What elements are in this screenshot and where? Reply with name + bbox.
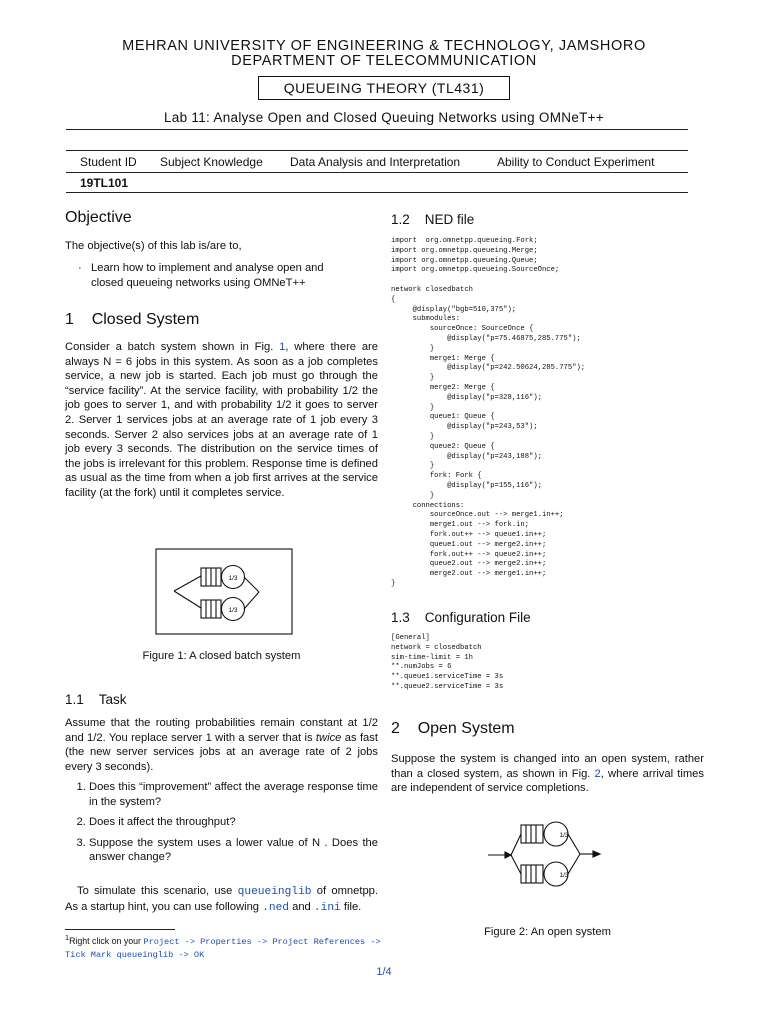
fork-branch-bottom (511, 855, 521, 874)
task-question-3: 3. Suppose the system uses a lower value of N . Does the answer change? (89, 836, 378, 865)
task-heading (65, 692, 127, 707)
section2-para-rest: , where arrival times are independent of service completions. (391, 767, 704, 795)
fork-branch-top (174, 576, 201, 591)
queueinglib-code: queueinglib (237, 886, 312, 898)
section1-heading (65, 311, 199, 329)
fork-branch-bottom (174, 591, 201, 608)
ini-code: .ini (313, 901, 341, 914)
merge-branch-top (244, 577, 259, 592)
table-header-student-id: Student ID (80, 155, 137, 169)
merge-branch-top (568, 834, 580, 854)
merge-branch-bottom (244, 592, 259, 609)
simulate-text-d: file. (340, 900, 362, 913)
fig2-link[interactable]: 2 (594, 767, 601, 780)
table-header-data-analysis: Data Analysis and Interpretation (290, 155, 461, 169)
footnote-rule (65, 929, 175, 930)
department-name: DEPARTMENT OF TELECOMMUNICATION (231, 53, 537, 69)
open-system-diagram (485, 818, 605, 888)
footnote-path: Project -> Properties -> Project References -> Tick Mark queueinglib -> OK (65, 936, 381, 960)
task-question-2: 2. Does it affect the throughput? (89, 815, 378, 830)
simulate-paragraph (65, 884, 378, 915)
section2-paragraph (391, 752, 704, 796)
objective-intro: The objective(s) of this lab is/are to, (65, 240, 242, 252)
objective-bullet-line-2: closed queueing networks using OMNeT++ (91, 276, 306, 289)
section2-para-start: Suppose the system is changed into an open system, rather than a closed system, as shown in Fig. (391, 753, 704, 780)
diagram-border (156, 549, 292, 634)
ned-code: .ned (262, 901, 289, 914)
section2-title: Open System (417, 720, 515, 737)
fig1-link[interactable]: 1 (279, 341, 286, 353)
objective-bullet-line-1: Learn how to implement and analyse open and (91, 262, 324, 274)
arrival-arrow (505, 852, 511, 858)
simulate-text-b: of omnetpp. As a startup hint, you can use following (65, 885, 379, 913)
task-title: Task (98, 692, 127, 707)
departure-arrow (593, 851, 600, 857)
table-bottom-rule (66, 192, 688, 193)
section1-paragraph (65, 340, 378, 501)
task-para-emphasis: twice (315, 731, 342, 744)
task-para-b: as fast (the new server services jobs at an average rate of 2 jobs every 3 seconds). (65, 731, 378, 773)
university-name: MEHRAN UNIVERSITY OF ENGINEERING & TECHNOLOGY, JAMSHORO (122, 38, 646, 54)
fork-branch-top (511, 834, 521, 855)
closed-batch-diagram (155, 548, 295, 636)
table-top-rule (66, 150, 688, 151)
ned-title: NED file (424, 212, 475, 227)
task-questions (65, 780, 378, 871)
figure1-caption: Figure 1: A closed batch system (142, 650, 301, 662)
config-code-listing: [General] network = closedbatch sim-time-limit = 1h **.numJobs = 6 **.queue1.serviceTime = 3s **.queue2.serviceTime = 3s (391, 634, 504, 691)
simulate-text-c: and (289, 900, 314, 913)
server1-rate: 1/3 (228, 575, 238, 582)
task-para-a: Assume that the routing probabilities remain constant at 1/2 and 1/2. You replace server 1 with a server that is (65, 717, 378, 744)
section1-para-start: Consider a batch system shown in Fig. (65, 341, 280, 353)
student-id-value: 19TL101 (80, 176, 129, 190)
footnote-text: Right click on your (69, 935, 144, 946)
footnote-mark: 1 (65, 933, 70, 942)
bullet-marker: · (78, 262, 82, 274)
simulate-text-a: To simulate this scenario, use (77, 885, 238, 897)
section2-heading (391, 720, 515, 738)
server1-rate: 1/3 (559, 832, 569, 839)
section1-number: 1 (65, 311, 74, 328)
page-number: 1/4 (376, 966, 392, 978)
server2-rate: 1/3 (559, 872, 569, 879)
server2-rate: 1/3 (228, 607, 238, 614)
task-question-1: 1. Does this “improvement” affect the average response time in the system? (89, 780, 378, 809)
ned-code-listing: import org.omnetpp.queueing.Fork; import org.omnetpp.queueing.Merge; import org.omnetpp.queueing.Queue; import org.omnetpp.queueing.SourceOnce; network closedbatch { @display("bgb=510,375"); submodules: sourceOnce: SourceOnce { @display("p=75.46875,285.775"); } merge1: Merge { @display("p=242.50624,285.775"); } merge2: Merge { @display("p=328,116"); } queue1: Queue { @display("p=243,53"); } queue2: Queue { @display("p=243,188"); } fork: Fork { @display("p=155,116"); } connections: sourceOnce.out --> merge1.in++; merge1.out --> fork.in; fork.out++ --> queue1.in++; queue1.out --> merge2.in++; fork.out++ --> queue2.in++; queue2.out --> merge2.in++; merge2.out --> merge1.in++; } (391, 237, 586, 588)
header-rule (66, 129, 688, 130)
objective-bullet (91, 261, 381, 290)
section2-number: 2 (391, 720, 400, 737)
queue2-buffer (521, 865, 543, 883)
section1-title: Closed System (91, 311, 200, 328)
merge-branch-bottom (568, 854, 580, 874)
task-number: 1.1 (65, 692, 84, 707)
ned-heading (391, 212, 474, 227)
table-header-subject-knowledge: Subject Knowledge (160, 155, 263, 169)
section1-para-rest: , where there are always N = 6 jobs in this system. As soon as a job completes service, a new job is started. Each job must go through the “service facility”. At the service facility, with probability 1/2 the job goes to server 1, and with probability 1/2 it goes to server 2. Server 1 services jobs at an average rate of 1 job every 3 seconds. Server 2 also services jobs at an average rate of 1 job every 3 seconds. The distribution on the service times of the jobs is irrelevant for this problem. Response time is defined as usual as the time from when a job first arrives at the service facility (at the fork) until it completes service. (65, 341, 378, 499)
table-header-ability: Ability to Conduct Experiment (497, 155, 655, 169)
lab-title: Lab 11: Analyse Open and Closed Queuing Networks using OMNeT++ (163, 110, 605, 125)
figure2-caption: Figure 2: An open system (484, 926, 611, 938)
footnote (65, 932, 385, 961)
queue1-buffer (521, 825, 543, 843)
config-title: Configuration File (424, 610, 531, 625)
task-paragraph (65, 716, 378, 774)
objective-heading: Objective (65, 209, 132, 226)
ned-number: 1.2 (391, 212, 410, 227)
config-heading (391, 610, 531, 625)
course-title: QUEUEING THEORY (TL431) (258, 76, 510, 100)
config-number: 1.3 (391, 610, 410, 625)
table-mid-rule (66, 172, 688, 173)
